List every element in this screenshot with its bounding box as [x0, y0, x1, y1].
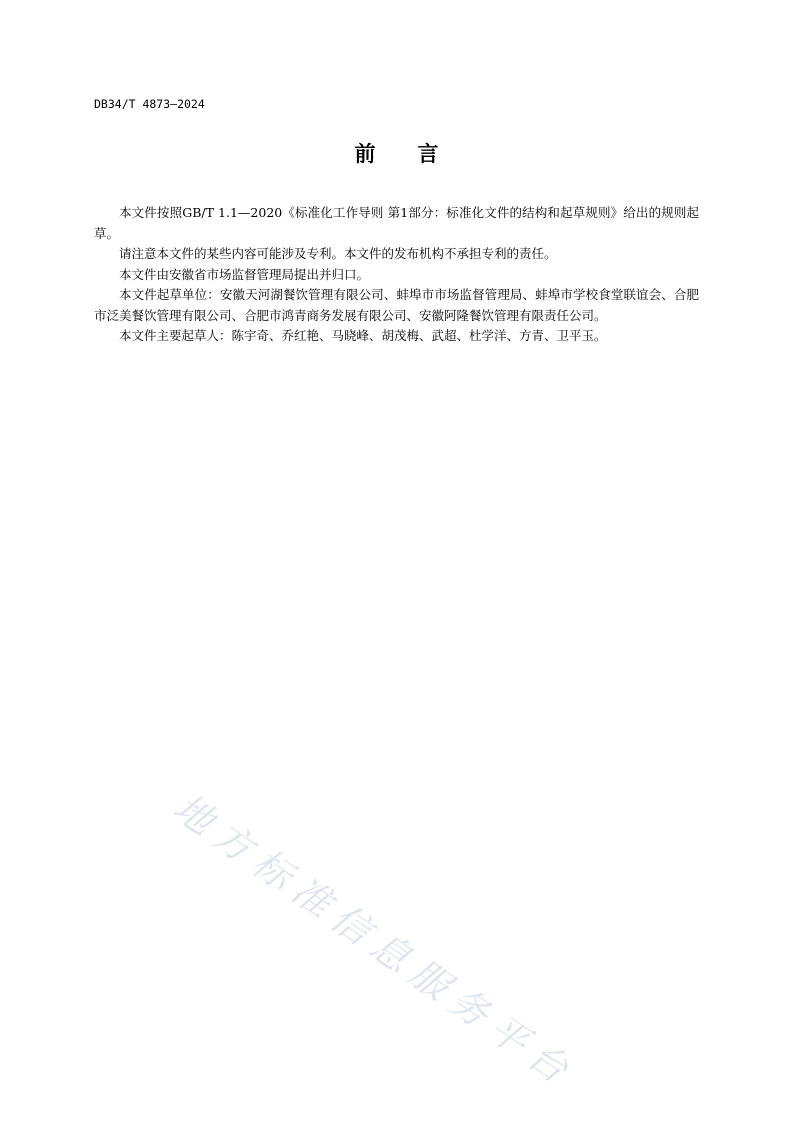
paragraph-patent-notice: 请注意本文件的某些内容可能涉及专利。本文件的发布机构不承担专利的责任。	[119, 246, 557, 261]
page-title-part1: 前	[354, 142, 376, 166]
watermark: 地方标准信息服务平台	[165, 785, 585, 1097]
document-code: DB34/T 4873—2024	[94, 97, 205, 111]
paragraph-drafting-units: 本文件起草单位：安徽天河湖餐饮管理有限公司、蚌埠市市场监督管理局、蚌埠市学校食堂联谊会、合肥市泛美餐饮管理有限公司、合肥市鸿青商务发展有限公司、安徽阿隆餐饮管理有限责任公司。	[94, 287, 699, 323]
page-title-part2: 言	[417, 142, 439, 166]
foreword-body	[94, 203, 699, 347]
paragraph-drafting-rules: 本文件按照GB/T 1.1—2020《标准化工作导则 第1部分：标准化文件的结构和起草规则》给出的规则起草。	[94, 205, 699, 241]
page-title	[0, 138, 793, 168]
paragraph-drafters: 本文件主要起草人：陈宇奇、乔红艳、马晓峰、胡茂梅、武超、杜学洋、方青、卫平玉。	[119, 328, 607, 343]
paragraph-proposer: 本文件由安徽省市场监督管理局提出并归口。	[119, 266, 370, 282]
